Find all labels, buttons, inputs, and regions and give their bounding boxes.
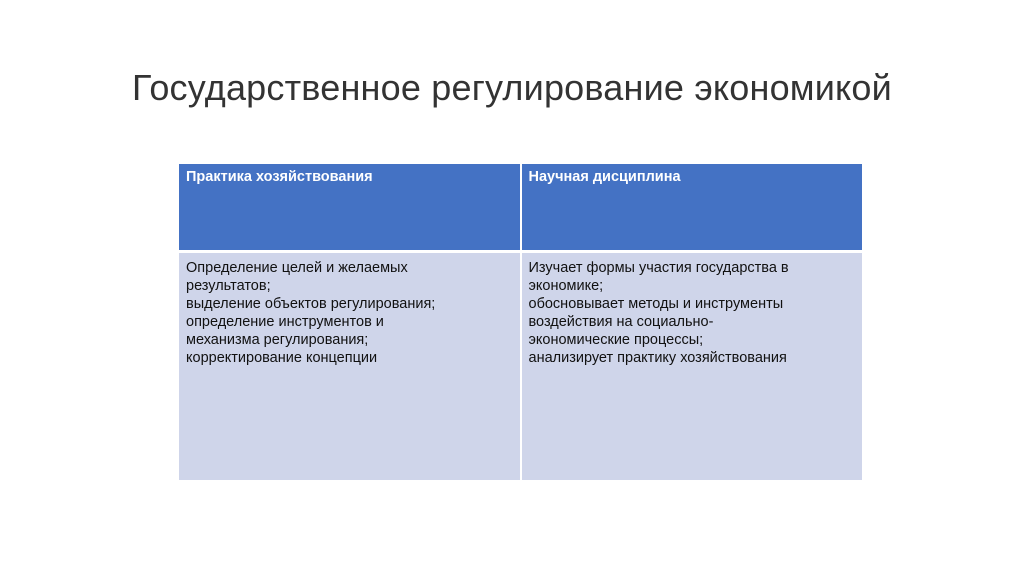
slide-title: Государственное регулирование экономикой [132,67,892,108]
cell-line: механизма регулирования; [186,331,369,348]
cell-line: обосновывает методы и инструменты [528,295,784,312]
cell-line: результатов; [186,277,271,294]
cell-line: экономике; [528,277,604,294]
cell-line: воздействия на социально- [528,313,714,330]
cell-line: корректирование концепции [186,349,378,366]
cell-line: анализирует практику хозяйствования [528,349,787,366]
cell-line: экономические процессы; [528,331,704,348]
header-cell-discipline: Научная дисциплина [521,164,863,251]
table-row [179,251,862,480]
comparison-table [179,164,862,480]
cell-line: Определение целей и желаемых [186,259,408,276]
cell-line: выделение объектов регулирования; [186,295,436,312]
cell-line: Изучает формы участия государства в [528,259,789,276]
table-header-row [179,164,862,251]
cell-practice-content [179,251,521,480]
cell-line: определение инструментов и [186,313,384,330]
cell-discipline-content [521,251,863,480]
header-cell-practice: Практика хозяйствования [179,164,521,251]
